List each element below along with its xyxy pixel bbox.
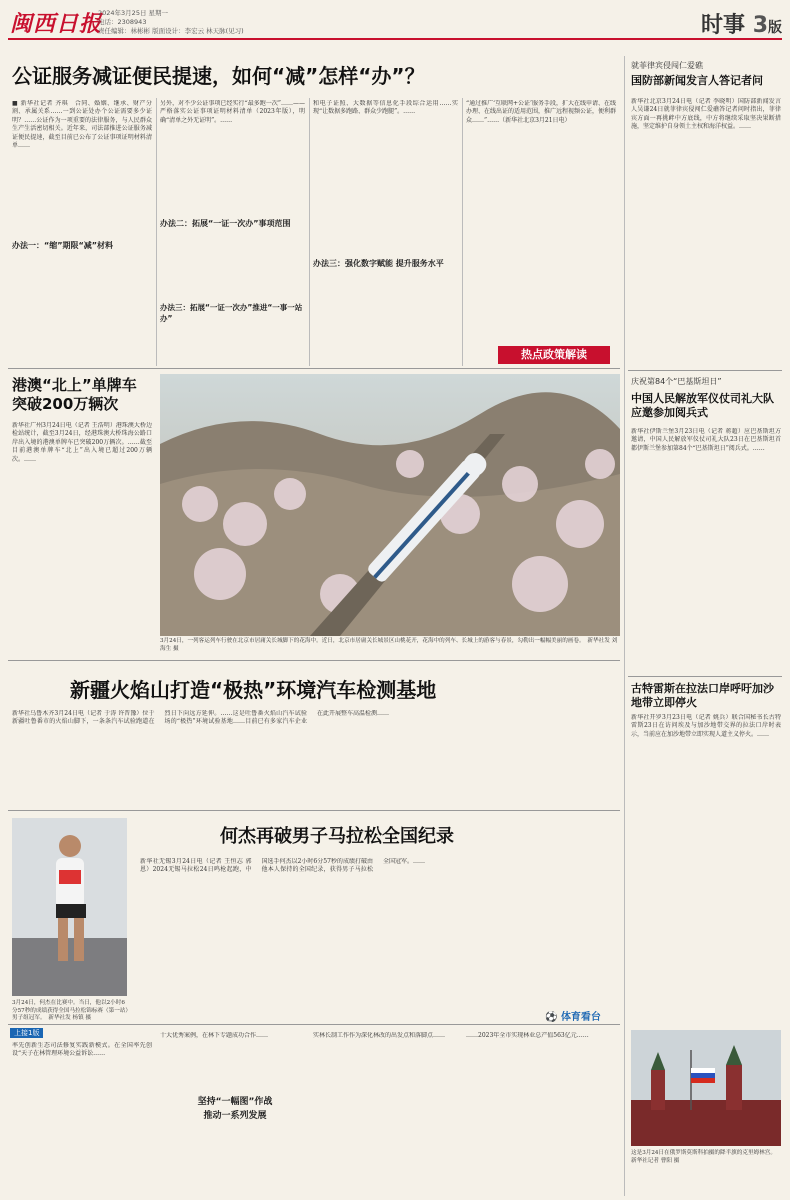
lead-col-3: 和电子证照、大数据等信息化手段综合运用……实现“让数据多跑路、群众少跑腿”。…… [313, 100, 458, 116]
hot-policy-banner: 热点政策解读 [498, 346, 610, 364]
kremlin-photo [631, 1030, 781, 1146]
phone-line: 电话：2308943 [98, 18, 147, 26]
section-divider [8, 368, 620, 369]
section-divider [628, 370, 782, 371]
editors-line: 责任编辑：林彬彬 版面设计：李宏云 林天脉(见习) [98, 27, 244, 35]
kremlin-caption: 这是3月24日在俄罗斯莫斯科拍摄的降半旗的克里姆林宫。 新华社记者 曹阳 摄 [631, 1150, 779, 1164]
right-story-3-body: 新华社开罗3月23日电（记者 姚兵）联合国秘书长古特雷斯23日在访问埃及与加沙地带交界的拉法口岸时表示，当前应在加沙地带立即实现人道主义停火。…… [631, 714, 781, 738]
right-story-1-body: 新华社北京3月24日电（记者 李晓明）国防部新闻发言人吴谦24日就菲律宾侵闯仁爱礁答记者问时指出，菲律宾方面一再挑衅中方底线，中方将继续采取坚决果断措施，坚定维护自身领土主权和海洋权益。…… [631, 98, 781, 131]
xinjiang-body: 新华社乌鲁木齐3月24日电（记者 于涛 许晋豫）位于新疆吐鲁番市的火焰山脚下，一条条汽车试验跑道在烈日下向远方延伸。……这是吐鲁番火焰山汽车试验场的“极热”环境试验基地……目前已有多家汽车企业在此开展整车高温检测…… [12, 710, 390, 726]
date-line: 2024年3月25日 星期一 [98, 9, 169, 17]
section-tag [701, 8, 782, 39]
right-story-2-kicker: 庆祝第84个“巴基斯坦日” [631, 377, 722, 386]
lead-col-2: 另外，对不少公证事项已经实行“最多跑一次”……——严格落实公证事项证明材料清单（2023年版），明确“清单之外无证明”。…… [160, 100, 305, 124]
section-divider [628, 676, 782, 677]
continued-tag: 上接1版 [10, 1028, 43, 1038]
marathon-photo-image [12, 818, 127, 996]
lead-col-4: “通过推广‘互联网+公证’服务手段，扩大在线申请、在线办理、在线出证的适用范围，推广远程视频公证，便利群众……”……（新华社北京3月21日电） [466, 100, 616, 124]
col-rule [462, 98, 463, 366]
lead-subhead-4: 办法三：强化数字赋能 提升服务水平 [313, 259, 444, 268]
hk-body: 新华社广州3月24日电（记者 王浩明）港珠澳大桥边检站统计，截至3月24日，经港珠澳大桥珠海公路口岸出入境的港澳单牌车已突破200万辆次。……截至目前港澳单牌车“北上”出入境已超过200万辆次。…… [12, 422, 152, 463]
bottom-col-1: 率先创新生态司法修复实践新模式。在全国率先创设“天子在林管理环境公益诉讼…… [12, 1042, 152, 1058]
page-number: 3 [752, 13, 768, 38]
xinjiang-headline: 新疆火焰山打造“极热”环境汽车检测基地 [70, 678, 437, 702]
marathon-caption: 3月24日，何杰在比赛中。当日，他以2小时6分57秒的成绩获得全国马拉松锦标赛（第一站）男子组冠军。 新华社发 杨镇 摄 [12, 1000, 129, 1021]
sport-badge: ⚽ 体育看台 [545, 1012, 601, 1023]
marathon-headline: 何杰再破男子马拉松全国纪录 [220, 826, 454, 847]
page-suffix: 版 [768, 20, 782, 36]
marathon-body: 新华社无锡3月24日电（记者 王恒志 郭恩）2024无锡马拉松24日鸣枪起跑，中国选手何杰以2小时6分57秒的成绩打破由他本人保持的全国纪录，获得男子马拉松全国冠军。…… [140, 858, 426, 874]
bottom-subhead-1b: 推动一系列发展 [203, 1111, 267, 1121]
lead-col-1: ■ 新华社记者 齐琪 合同、婚姻、继承、财产分割、承属关系……一到公证处办个公证需要多少证明？……公证作为一项重要的法律服务，与人民群众生产生活密切相关。近年来，司法部推进公证服务减证便民提速，截至目前已公布了公证事项证明材料清单…… [12, 100, 152, 150]
masthead [8, 6, 782, 40]
section-divider [8, 1024, 620, 1025]
col-rule [156, 98, 157, 366]
train-photo-caption: 3月24日，一列客运列车行驶在北京市居庸关长城脚下的花海中。近日，北京市居庸关长城景区山桃花开，花海中的列车、长城上的游客与春景，勾勒出一幅幅美丽的画卷。 新华社发 刘海生 摄 [160, 638, 618, 652]
lead-headline: 公证服务减证便民提速，如何“减”怎样“办”？ [12, 64, 425, 88]
bottom-col-3: 实林长制工作作为深化林改的出发点和落脚点…… [313, 1032, 446, 1039]
section-divider [8, 660, 620, 661]
sport-icon: ⚽ [545, 1012, 558, 1023]
right-story-1-title: 国防部新闻发言人答记者问 [631, 74, 763, 87]
section-divider [8, 810, 620, 811]
lead-subhead-3: 办法三：拓展“一证一次办”推进“一事一站办” [160, 303, 303, 323]
section-name: 时事 [701, 13, 746, 38]
col-rule [309, 98, 310, 366]
train-photo [160, 374, 620, 636]
right-story-1-kicker: 就菲律宾侵闯仁爱礁 [631, 61, 703, 70]
right-story-3-title: 古特雷斯在拉法口岸呼吁加沙地带立即停火 [631, 682, 774, 709]
right-story-2-body: 新华社伊斯兰堡3月23日电（记者 蒋超）应巴基斯坦方邀请，中国人民解放军仪仗司礼大队23日在巴基斯坦首都伊斯兰堡参加第84个“巴基斯坦日”阅兵式。…… [631, 428, 781, 452]
bottom-col-4: ……2023年全市实现林业总产值563亿元…… [466, 1032, 589, 1039]
hk-headline: 港澳“北上”单牌车 突破200万辆次 [12, 376, 137, 413]
right-story-2-title: 中国人民解放军仪仗司礼大队应邀参加阅兵式 [631, 392, 774, 419]
marathon-photo [12, 818, 127, 996]
bottom-subhead-1: 坚持“一幅图”作战 [197, 1097, 273, 1107]
lead-subhead-1: 办法一：“缩”期限“减”材料 [12, 241, 114, 250]
newspaper-logo: 闽西日报 [10, 11, 103, 37]
col-rule [624, 56, 625, 1196]
train-photo-image [160, 374, 620, 636]
kremlin-photo-image [631, 1030, 781, 1146]
lead-subhead-2: 办法二：拓展“一证一次办”事项范围 [160, 219, 291, 228]
masthead-info [98, 9, 244, 36]
bottom-col-2: 十大优秀案例，在林下专题成功合作…… [160, 1032, 269, 1039]
